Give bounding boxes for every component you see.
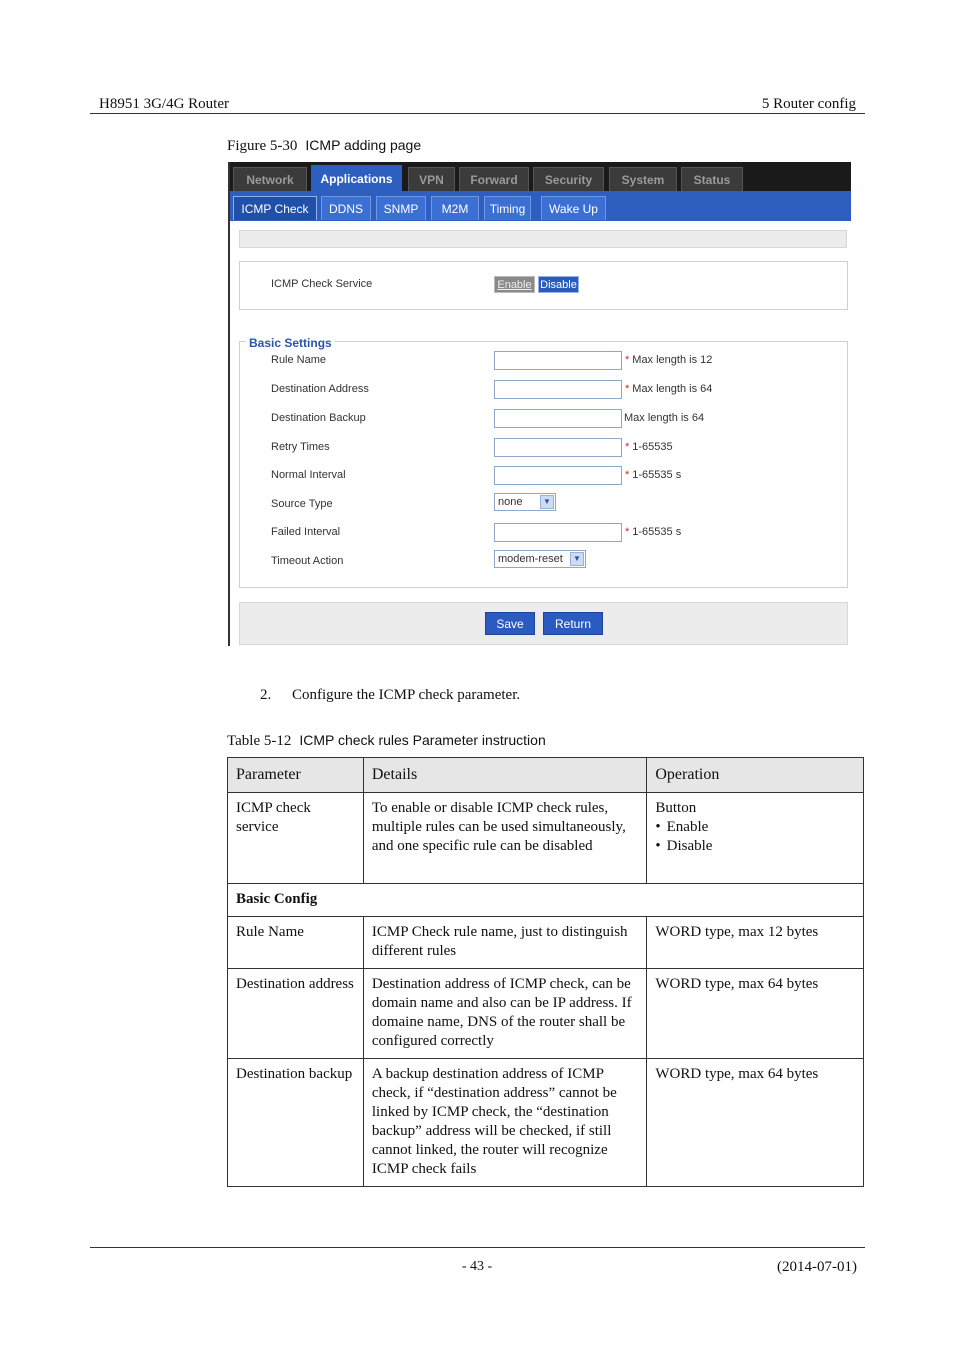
operation-title: Button [655, 800, 697, 816]
page-header-section: 5 Router config [761, 96, 856, 112]
table-label: Table 5-12 [227, 733, 292, 749]
frame-left-border [228, 162, 230, 646]
destination-backup-note: Max length is 64 [624, 412, 705, 424]
timeout-action-label: Timeout Action [271, 555, 344, 567]
cell-operation: WORD type, max 64 bytes [647, 1059, 864, 1187]
destination-address-input[interactable] [494, 380, 622, 399]
footer-divider [90, 1247, 865, 1248]
destination-backup-input[interactable] [494, 409, 622, 428]
footer-date: (2014-07-01) [777, 1259, 857, 1275]
header-operation: Operation [647, 758, 864, 793]
failed-interval-label: Failed Interval [271, 526, 341, 538]
table-section-row [228, 884, 864, 917]
cell-parameter: ICMP check service [228, 793, 364, 884]
header-details: Details [363, 758, 647, 793]
normal-interval-note: * 1-65535 s [625, 469, 682, 481]
subtab-timing[interactable]: Timing [484, 196, 531, 220]
operation-item: • Disable [655, 837, 855, 856]
cell-details: To enable or disable ICMP check rules, multiple rules can be used simultaneously, and one specific rule can be disabled [363, 793, 647, 884]
normal-interval-input[interactable] [494, 466, 622, 485]
enable-button[interactable]: Enable [494, 276, 535, 293]
destination-address-note: * Max length is 64 [625, 383, 713, 395]
cell-parameter: Destination address [228, 969, 364, 1059]
tab-system[interactable]: System [609, 167, 677, 191]
rule-name-label: Rule Name [271, 354, 327, 366]
table-row [228, 793, 864, 884]
retry-times-note: * 1-65535 [625, 441, 673, 453]
figure-caption [227, 137, 421, 155]
cell-operation: WORD type, max 12 bytes [647, 917, 864, 969]
figure-title: ICMP adding page [305, 137, 422, 153]
tab-vpn[interactable]: VPN [408, 167, 455, 191]
subtab-m2m[interactable]: M2M [431, 196, 479, 220]
tab-forward[interactable]: Forward [459, 167, 529, 191]
top-nav [228, 162, 851, 191]
table-caption [227, 732, 546, 750]
sub-nav [228, 191, 851, 221]
tab-status[interactable]: Status [681, 167, 743, 191]
step-number: 2. [260, 687, 272, 703]
cell-operation [647, 793, 864, 884]
table-row [228, 917, 864, 969]
step-text: Configure the ICMP check parameter. [292, 687, 521, 703]
cell-parameter: Destination backup [228, 1059, 364, 1187]
disable-button[interactable]: Disable [538, 276, 579, 293]
table-title: ICMP check rules Parameter instruction [299, 732, 546, 748]
page-number: - 43 - [461, 1259, 493, 1274]
cell-operation: WORD type, max 64 bytes [647, 969, 864, 1059]
basic-settings-legend: Basic Settings [246, 336, 335, 350]
tab-network[interactable]: Network [233, 167, 307, 191]
source-type-label: Source Type [271, 498, 333, 510]
chevron-down-icon: ▼ [570, 552, 584, 566]
figure-label: Figure 5-30 [227, 138, 298, 154]
return-button[interactable]: Return [543, 612, 603, 635]
header-divider [90, 113, 865, 114]
router-screenshot [228, 162, 851, 646]
cell-details: Destination address of ICMP check, can be domain name and also can be IP address. If domaine name, DNS of the router shall be configured correctly [363, 969, 647, 1059]
step-item [260, 687, 520, 704]
service-label: ICMP Check Service [271, 278, 373, 290]
tab-applications[interactable]: Applications [311, 165, 402, 191]
operation-list [655, 818, 855, 856]
rule-name-note: * Max length is 12 [625, 354, 713, 366]
cell-parameter: Rule Name [228, 917, 364, 969]
failed-interval-note: * 1-65535 s [625, 526, 682, 538]
parameter-table [227, 757, 864, 1187]
cell-details: A backup destination address of ICMP check, if “destination address” cannot be linked by ICMP check, the “destination backup” address will be checked, if still cannot linked, the router will recognize ICMP check fails [363, 1059, 647, 1187]
table-row [228, 1059, 864, 1187]
destination-backup-label: Destination Backup [271, 412, 366, 424]
subtab-snmp[interactable]: SNMP [376, 196, 426, 220]
subtab-icmp-check[interactable]: ICMP Check [233, 196, 317, 220]
tab-security[interactable]: Security [533, 167, 604, 191]
operation-item: • Enable [655, 818, 855, 837]
failed-interval-input[interactable] [494, 523, 622, 542]
normal-interval-label: Normal Interval [271, 469, 346, 481]
rule-name-input[interactable] [494, 351, 622, 370]
retry-times-label: Retry Times [271, 441, 330, 453]
header-parameter: Parameter [228, 758, 364, 793]
table-row [228, 969, 864, 1059]
page-header-title: H8951 3G/4G Router [99, 96, 229, 112]
subtab-wake-up[interactable]: Wake Up [541, 196, 606, 220]
chevron-down-icon: ▼ [540, 495, 554, 509]
destination-address-label: Destination Address [271, 383, 369, 395]
subtab-ddns[interactable]: DDNS [321, 196, 371, 220]
retry-times-input[interactable] [494, 438, 622, 457]
source-type-select[interactable]: none ▼ [494, 493, 556, 511]
section-basic-config: Basic Config [228, 884, 864, 917]
save-button[interactable]: Save [485, 612, 535, 635]
cell-details: ICMP Check rule name, just to distinguish different rules [363, 917, 647, 969]
timeout-action-select[interactable]: modem-reset ▼ [494, 550, 586, 568]
title-band [239, 230, 847, 248]
table-header-row [228, 758, 864, 793]
